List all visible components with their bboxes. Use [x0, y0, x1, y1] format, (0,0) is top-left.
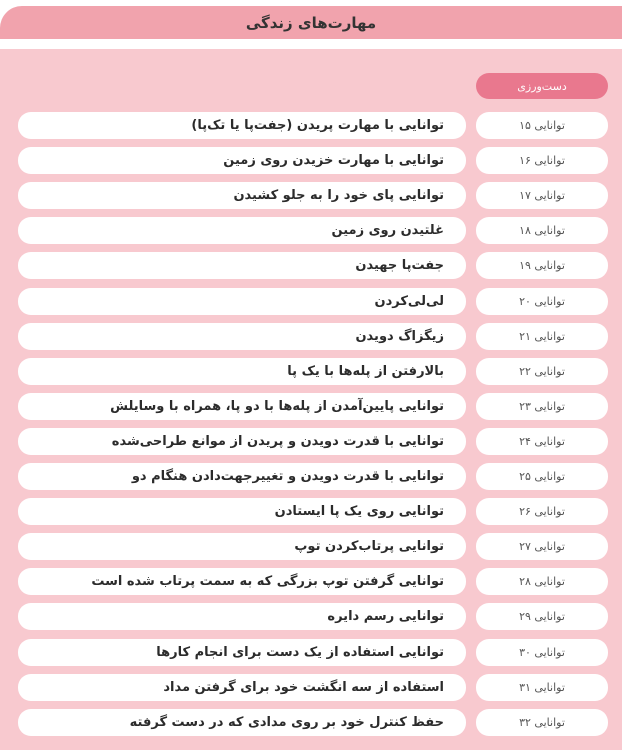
- skill-row: [0, 639, 622, 666]
- skill-description: توانایی با مهارت پریدن (جفت‌پا یا تک‌پا): [18, 112, 466, 139]
- skill-row: [0, 288, 622, 315]
- title-bar: [0, 6, 622, 39]
- skill-row: [0, 463, 622, 490]
- skill-number: توانایی ۱۶: [476, 147, 608, 174]
- skill-row: [0, 674, 622, 701]
- skill-row: [0, 709, 622, 736]
- skill-description: توانایی روی یک پا ایستادن: [18, 498, 466, 525]
- skill-row: [0, 533, 622, 560]
- skill-number: توانایی ۳۱: [476, 674, 608, 701]
- skill-row: [0, 252, 622, 279]
- skill-row: [0, 182, 622, 209]
- skill-number: توانایی ۲۰: [476, 288, 608, 315]
- skill-number: توانایی ۲۸: [476, 568, 608, 595]
- skill-number: توانایی ۳۰: [476, 639, 608, 666]
- skill-description: توانایی پرتاب‌کردن توپ: [18, 533, 466, 560]
- skill-row: [0, 358, 622, 385]
- skill-description: توانایی استفاده از یک دست برای انجام کارها: [18, 639, 466, 666]
- skill-number: توانایی ۳۲: [476, 709, 608, 736]
- skill-number: توانایی ۱۹: [476, 252, 608, 279]
- skill-row: [0, 323, 622, 350]
- skill-row: [0, 498, 622, 525]
- skill-number: توانایی ۲۲: [476, 358, 608, 385]
- skill-row: [0, 428, 622, 455]
- skill-row: [0, 393, 622, 420]
- skill-description: زیگزاگ دویدن: [18, 323, 466, 350]
- skill-number: توانایی ۱۷: [476, 182, 608, 209]
- skill-description: لی‌لی‌کردن: [18, 288, 466, 315]
- skill-description: توانایی با قدرت دویدن و پریدن از موانع طراحی‌شده: [18, 428, 466, 455]
- skill-number: توانایی ۲۶: [476, 498, 608, 525]
- skill-description: توانایی پایین‌آمدن از پله‌ها با دو پا، همراه با وسایلش: [18, 393, 466, 420]
- skill-description: جفت‌پا جهیدن: [18, 252, 466, 279]
- skill-description: استفاده از سه انگشت خود برای گرفتن مداد: [18, 674, 466, 701]
- skill-description: توانایی پای خود را به جلو کشیدن: [18, 182, 466, 209]
- skill-row: [0, 603, 622, 630]
- skill-number: توانایی ۲۴: [476, 428, 608, 455]
- skills-panel: [0, 49, 622, 750]
- skill-description: توانایی گرفتن توپ بزرگی که به سمت پرتاب شده است: [18, 568, 466, 595]
- skill-description: توانایی با قدرت دویدن و تغییرجهت‌دادن هنگام دو: [18, 463, 466, 490]
- skill-description: غلتیدن روی زمین: [18, 217, 466, 244]
- skill-number: توانایی ۲۹: [476, 603, 608, 630]
- skill-description: بالارفتن از پله‌ها با یک پا: [18, 358, 466, 385]
- skill-number: توانایی ۲۷: [476, 533, 608, 560]
- skill-row: [0, 112, 622, 139]
- skill-number: توانایی ۲۵: [476, 463, 608, 490]
- skill-number: توانایی ۲۱: [476, 323, 608, 350]
- skill-number: توانایی ۱۵: [476, 112, 608, 139]
- skill-description: توانایی با مهارت خزیدن روی زمین: [18, 147, 466, 174]
- skill-number: توانایی ۲۳: [476, 393, 608, 420]
- skill-row: [0, 217, 622, 244]
- skill-description: توانایی رسم دایره: [18, 603, 466, 630]
- skill-row: [0, 568, 622, 595]
- skill-row: [0, 147, 622, 174]
- section-badge: دست‌ورزی: [476, 73, 608, 99]
- skill-description: حفظ کنترل خود بر روی مدادی که در دست گرفته: [18, 709, 466, 736]
- skill-number: توانایی ۱۸: [476, 217, 608, 244]
- page-title: مهارت‌های زندگی: [245, 13, 377, 32]
